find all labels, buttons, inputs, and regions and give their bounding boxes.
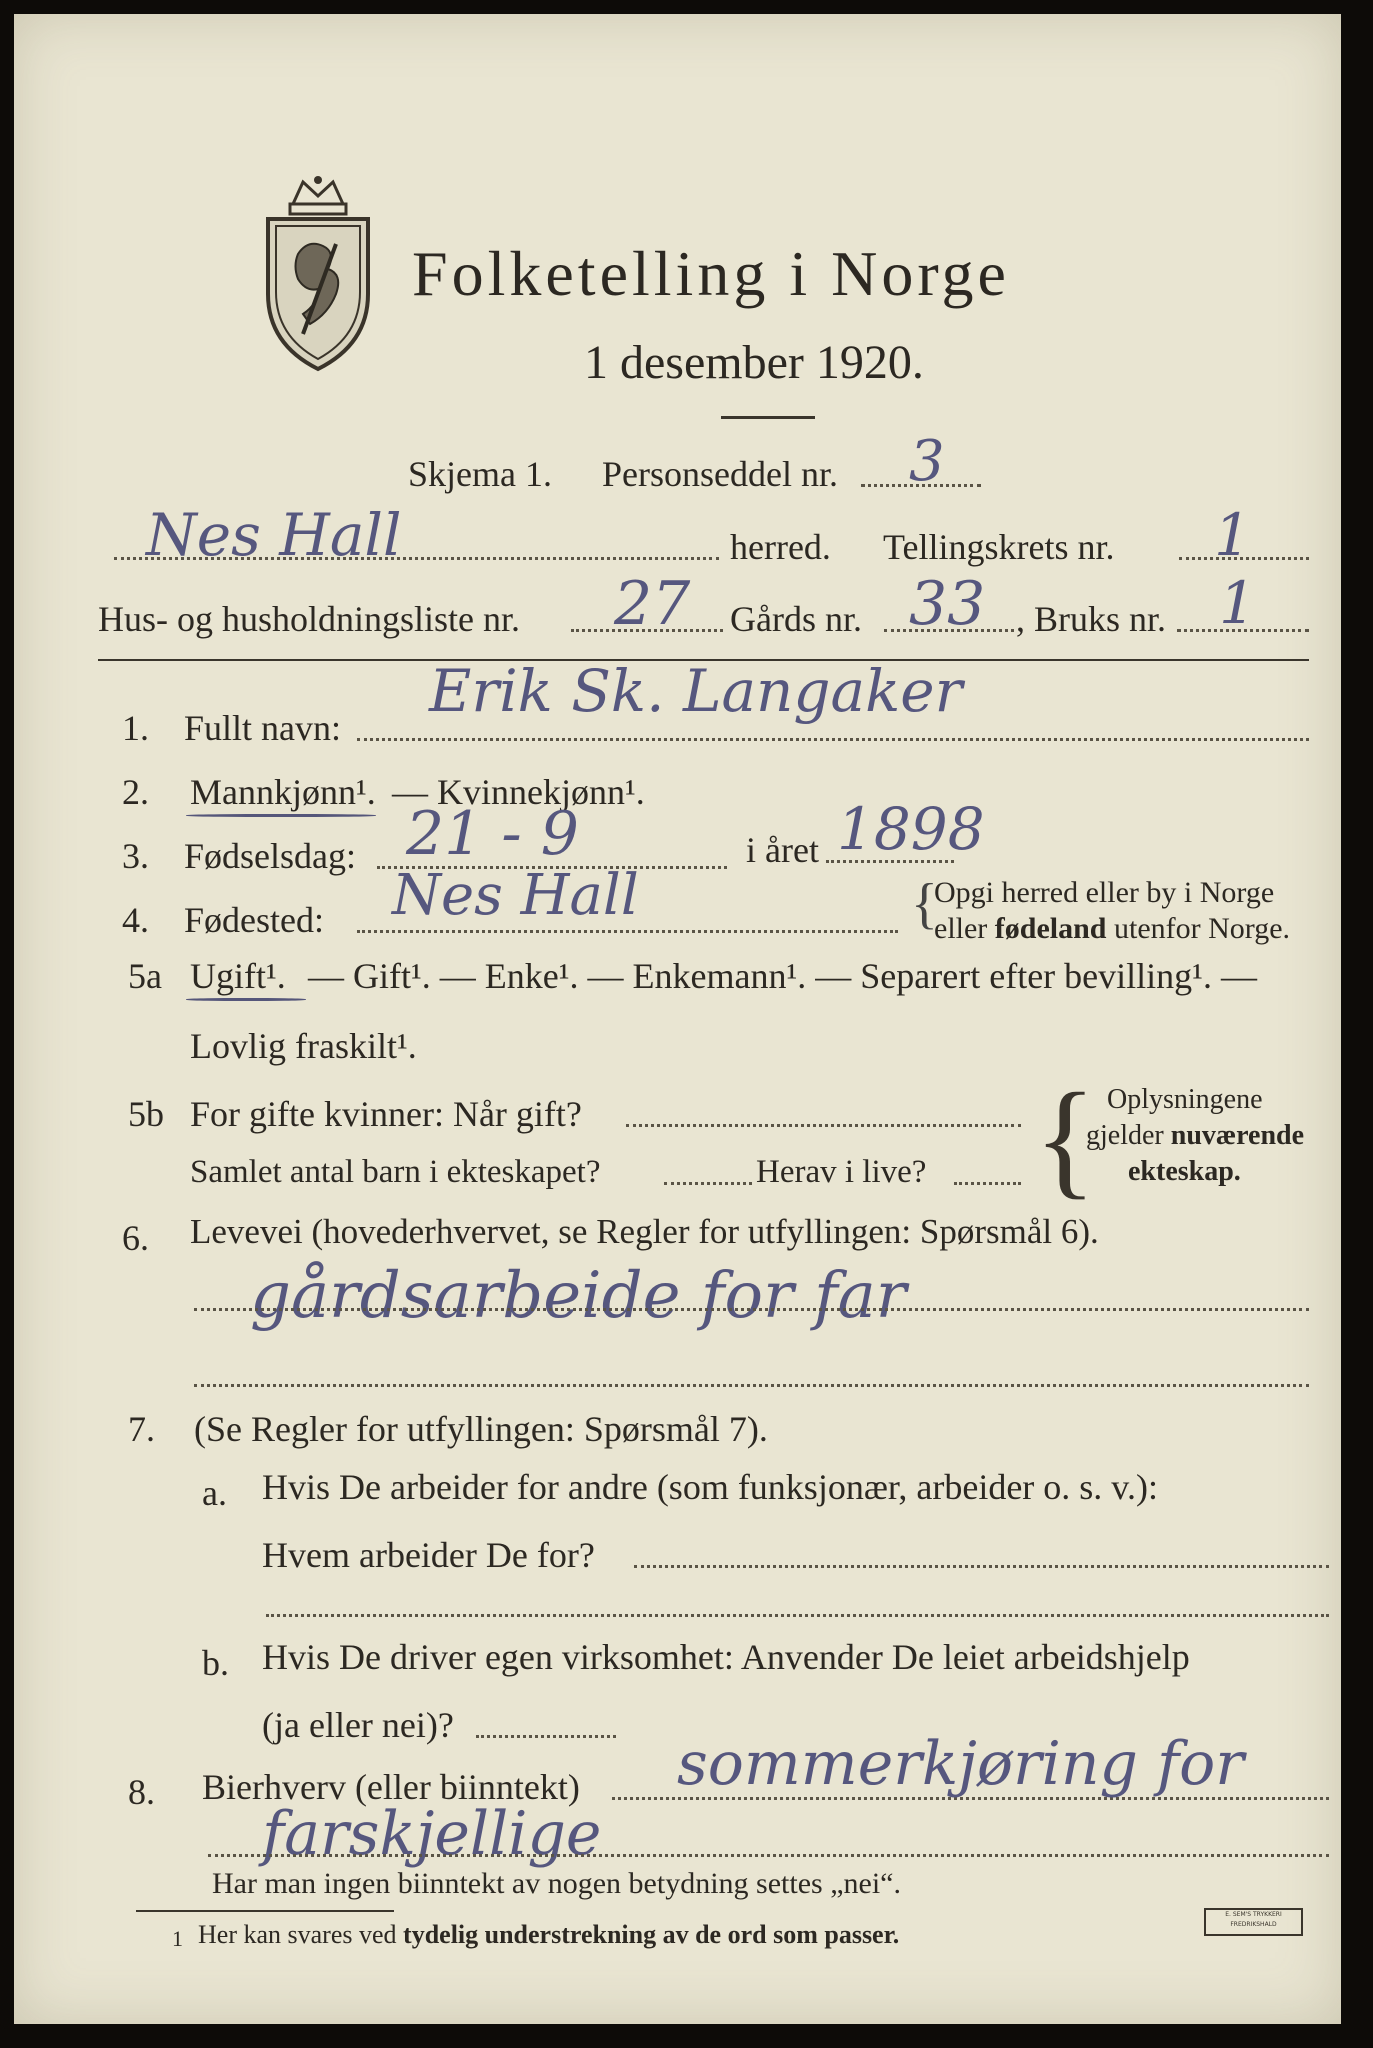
q8-number: 8. bbox=[128, 1772, 155, 1812]
q3-year-value: 1898 bbox=[837, 795, 985, 863]
q6-label: Levevei (hovederhvervet, se Regler for utfyllingen: Spørsmål 6). bbox=[190, 1212, 1099, 1251]
q8-value-line2: farskjellige bbox=[262, 1799, 602, 1869]
q2-female-option: — Kvinnekjønn¹. bbox=[392, 772, 645, 812]
q8-field-line-2 bbox=[208, 1854, 1329, 1857]
page-title: Folketelling i Norge bbox=[412, 238, 1010, 309]
personseddel-label: Personseddel nr. bbox=[602, 454, 838, 494]
q5b-number: 5b bbox=[128, 1094, 164, 1134]
gards-label: Gårds nr. bbox=[730, 599, 862, 639]
q7b-question: (ja eller nei)? bbox=[262, 1705, 454, 1745]
q5a-number: 5a bbox=[128, 956, 162, 996]
printer-stamp: E. SEM'S TRYKKERI FREDRIKSHALD bbox=[1204, 1908, 1303, 1936]
q5b-nar-gift-label: For gifte kvinner: Når gift? bbox=[190, 1094, 582, 1134]
q3-year-label: i året bbox=[746, 830, 819, 870]
q5b-i-live-label: Herav i live? bbox=[756, 1154, 927, 1190]
q4-label: Fødested: bbox=[184, 900, 324, 940]
q3-label: Fødselsdag: bbox=[184, 836, 357, 876]
gards-value: 33 bbox=[909, 569, 986, 639]
q7b-letter: b. bbox=[202, 1643, 229, 1683]
q4-note-line1: Opgi herred eller by i Norge bbox=[934, 876, 1275, 909]
footnote-divider bbox=[136, 1910, 394, 1912]
q7b-field-line bbox=[476, 1735, 616, 1738]
q2-number: 2. bbox=[122, 772, 149, 812]
census-date: 1 desember 1920. bbox=[584, 336, 924, 389]
footnote-mark: 1 bbox=[172, 1926, 183, 1951]
q7-label: (Se Regler for utfyllingen: Spørsmål 7). bbox=[194, 1409, 768, 1449]
herred-value: Nes Hall bbox=[146, 501, 402, 569]
q2-male-underline bbox=[186, 814, 376, 817]
q5a-ugift-option: Ugift¹. bbox=[190, 956, 286, 996]
q7a-field-line-1 bbox=[634, 1565, 1329, 1568]
q6-field-line-2 bbox=[194, 1384, 1309, 1387]
bruks-label: , Bruks nr. bbox=[1016, 599, 1167, 639]
q5b-barn-label: Samlet antal barn i ekteskapet? bbox=[190, 1154, 601, 1190]
q5a-ugift-underline bbox=[186, 998, 306, 1001]
q6-number: 6. bbox=[122, 1218, 149, 1258]
tellingskrets-label: Tellingskrets nr. bbox=[883, 527, 1115, 567]
q2-male-option: Mannkjønn¹. bbox=[190, 772, 376, 812]
q6-occupation-value: gårdsarbeide for far bbox=[250, 1259, 907, 1333]
q8-label: Bierhverv (eller biinntekt) bbox=[202, 1767, 580, 1807]
q5b-note-line1: Oplysningene bbox=[1107, 1084, 1263, 1115]
q1-number: 1. bbox=[122, 708, 149, 748]
herred-field-line bbox=[114, 557, 719, 560]
q7a-text: Hvis De arbeider for andre (som funksjonær, arbeider o. s. v.): bbox=[262, 1467, 1158, 1507]
q7a-question: Hvem arbeider De for? bbox=[262, 1535, 595, 1575]
q8-value-line1: sommerkjøring for bbox=[677, 1729, 1244, 1799]
husliste-value: 27 bbox=[614, 569, 691, 639]
q4-birthplace-value: Nes Hall bbox=[392, 863, 639, 928]
q7a-letter: a. bbox=[202, 1473, 227, 1513]
q5a-lovlig-fraskilt: Lovlig fraskilt¹. bbox=[190, 1026, 417, 1066]
q4-note-line2: eller fødeland utenfor Norge. bbox=[934, 912, 1291, 945]
q5a-other-options: — Gift¹. — Enke¹. — Enkemann¹. — Separert efter bevilling¹. — bbox=[308, 956, 1257, 996]
q7b-text: Hvis De driver egen virksomhet: Anvender De leiet arbeidshjelp bbox=[262, 1637, 1190, 1677]
tellingskrets-value: 1 bbox=[1214, 501, 1251, 569]
q3-number: 3. bbox=[122, 836, 149, 876]
q1-full-name-value: Erik Sk. Langaker bbox=[429, 657, 963, 725]
footnote-text: Her kan svares ved tydelig understrekning av de ord som passer. bbox=[198, 1920, 900, 1949]
q1-label: Fullt navn: bbox=[184, 708, 342, 748]
q3-birthday-value: 21 - 9 bbox=[406, 799, 579, 869]
census-form-page bbox=[14, 14, 1341, 2024]
norwegian-coat-of-arms-icon bbox=[248, 174, 388, 374]
q5b-note-line3: ekteskap. bbox=[1128, 1156, 1241, 1187]
bruks-value: 1 bbox=[1219, 569, 1256, 637]
title-divider bbox=[721, 416, 815, 419]
q5b-note-line2: gjelder nuværende bbox=[1086, 1120, 1305, 1151]
q7-number: 7. bbox=[128, 1409, 155, 1449]
q4-number: 4. bbox=[122, 900, 149, 940]
husliste-label: Hus- og husholdningsliste nr. bbox=[98, 599, 521, 639]
skjema-label: Skjema 1. bbox=[408, 454, 552, 494]
q5b-i-live-field-line bbox=[954, 1182, 1021, 1185]
q6-field-line-1 bbox=[194, 1308, 1309, 1311]
herred-label: herred. bbox=[730, 527, 831, 567]
q5b-bracket: { bbox=[1034, 1067, 1097, 1211]
q1-field-line bbox=[357, 738, 1309, 741]
q4-field-line bbox=[357, 930, 898, 933]
q8-note: Har man ingen biinntekt av nogen betydning settes „nei“. bbox=[212, 1867, 901, 1900]
q4-bracket: { bbox=[911, 873, 938, 935]
q7a-field-line-2 bbox=[266, 1614, 1329, 1617]
q5b-barn-field-line bbox=[664, 1182, 752, 1185]
personseddel-value: 3 bbox=[909, 429, 945, 494]
q5b-nar-gift-field-line bbox=[626, 1124, 1021, 1127]
